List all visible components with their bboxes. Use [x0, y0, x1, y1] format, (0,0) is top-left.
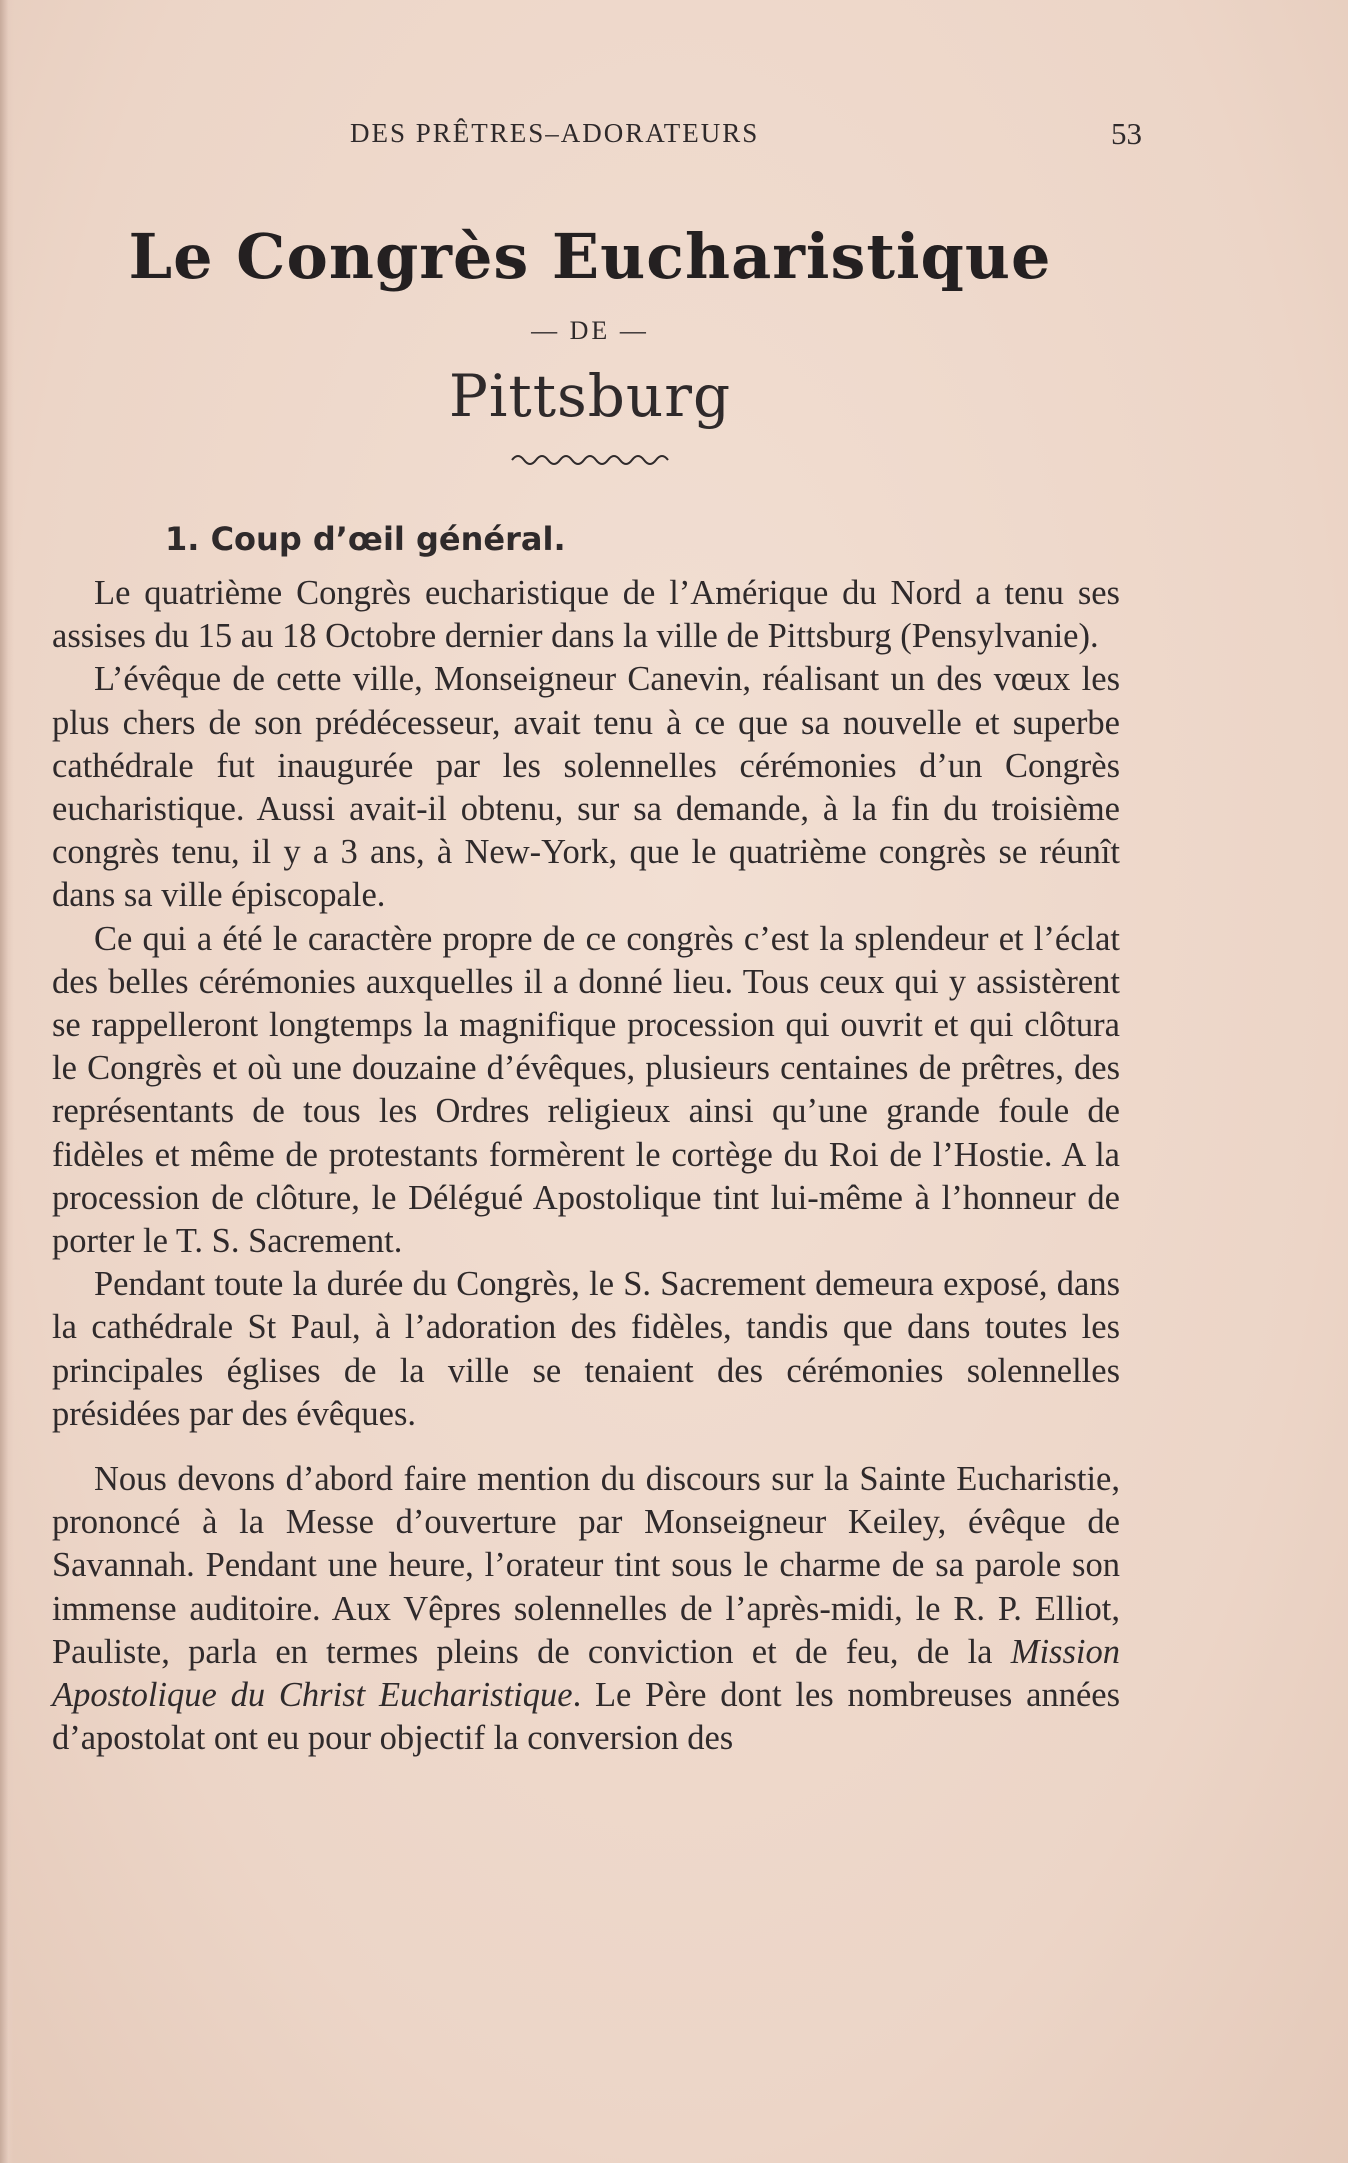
document-page	[50, 0, 1142, 2163]
paragraph-4: Pendant toute la durée du Congrès, le S. Sacrement demeura exposé, dans la cathédrale St Paul, à l’adoration des fidèles, tandis que dans toutes les principales églises de la ville se tenaient des cérémonies solennelles présidées par des évêques.	[52, 1265, 1120, 1433]
chapter-title-connector: — DE —	[531, 316, 649, 345]
paragraph-5-italic: Mission Apostolique du Christ Eucharistique	[52, 1632, 1120, 1715]
running-title: DES PRÊTRES–ADORATEURS	[350, 118, 760, 148]
body-text	[52, 572, 1120, 1760]
chapter-title: Le Congrès Eucharistique	[128, 220, 1052, 293]
section-heading: 1. Coup d’œil général.	[165, 520, 566, 558]
paragraph-1: Le quatrième Congrès eucharistique de l’Amérique du Nord a tenu ses assises du 15 au 18 Octobre dernier dans la ville de Pittsburg (Pensylvanie).	[52, 574, 1120, 656]
paragraph-2: L’évêque de cette ville, Monseigneur Canevin, réalisant un des vœux les plus chers de son prédécesseur, avait tenu à ce que sa nouvelle et superbe cathédrale fut inaugurée par les solennelles cérémonies d’un Congrès eucharistique. Aussi avait-il obtenu, sur sa demande, à la fin du troisième congrès tenu, il y a 3 ans, à New-York, que le quatrième congrès se réunît dans sa ville épiscopale.	[52, 660, 1120, 915]
page-number: 53	[1111, 116, 1142, 151]
paragraph-5-text-a: Nous devons d’abord faire mention du discours sur la Sainte Eucharistie, prononcé à la Messe d’ouverture par Monseigneur Keiley, évêque de Savannah. Pendant une heure, l’orateur tint sous le charme de sa parole son immense auditoire. Aux Vêpres solennelles de l’après-midi, le R. P. Elliot, Pauliste, parla en termes pleins de conviction et de feu, de la	[52, 1460, 1120, 1671]
paragraph-5	[52, 1458, 1120, 1760]
paragraph-3: Ce qui a été le caractère propre de ce congrès c’est la splendeur et l’éclat des belles cérémonies auxquelles il a donné lieu. Tous ceux qui y assistèrent se rappelleront longtemps la magnifique procession qui ouvrit et qui clôtura le Congrès et où une douzaine d’évêques, plusieurs centaines de prêtres, des représentants de tous les Ordres religieux ainsi qu’une grande foule de fidèles et même de protestants formèrent le cortège du Roi de l’Hostie. A la procession de clôture, le Délégué Apostolique tint lui-même à l’honneur de porter le T. S. Sacrement.	[52, 919, 1120, 1261]
wave-ornament-icon	[510, 448, 670, 468]
book-spine-shadow	[0, 0, 14, 2163]
chapter-title-city: Pittsburg	[448, 362, 732, 430]
running-head	[50, 116, 1142, 158]
paragraph-5-text-b: . Le Père dont les nombreuses années d’apostolat ont eu pour objectif la conversion des	[52, 1676, 1120, 1758]
